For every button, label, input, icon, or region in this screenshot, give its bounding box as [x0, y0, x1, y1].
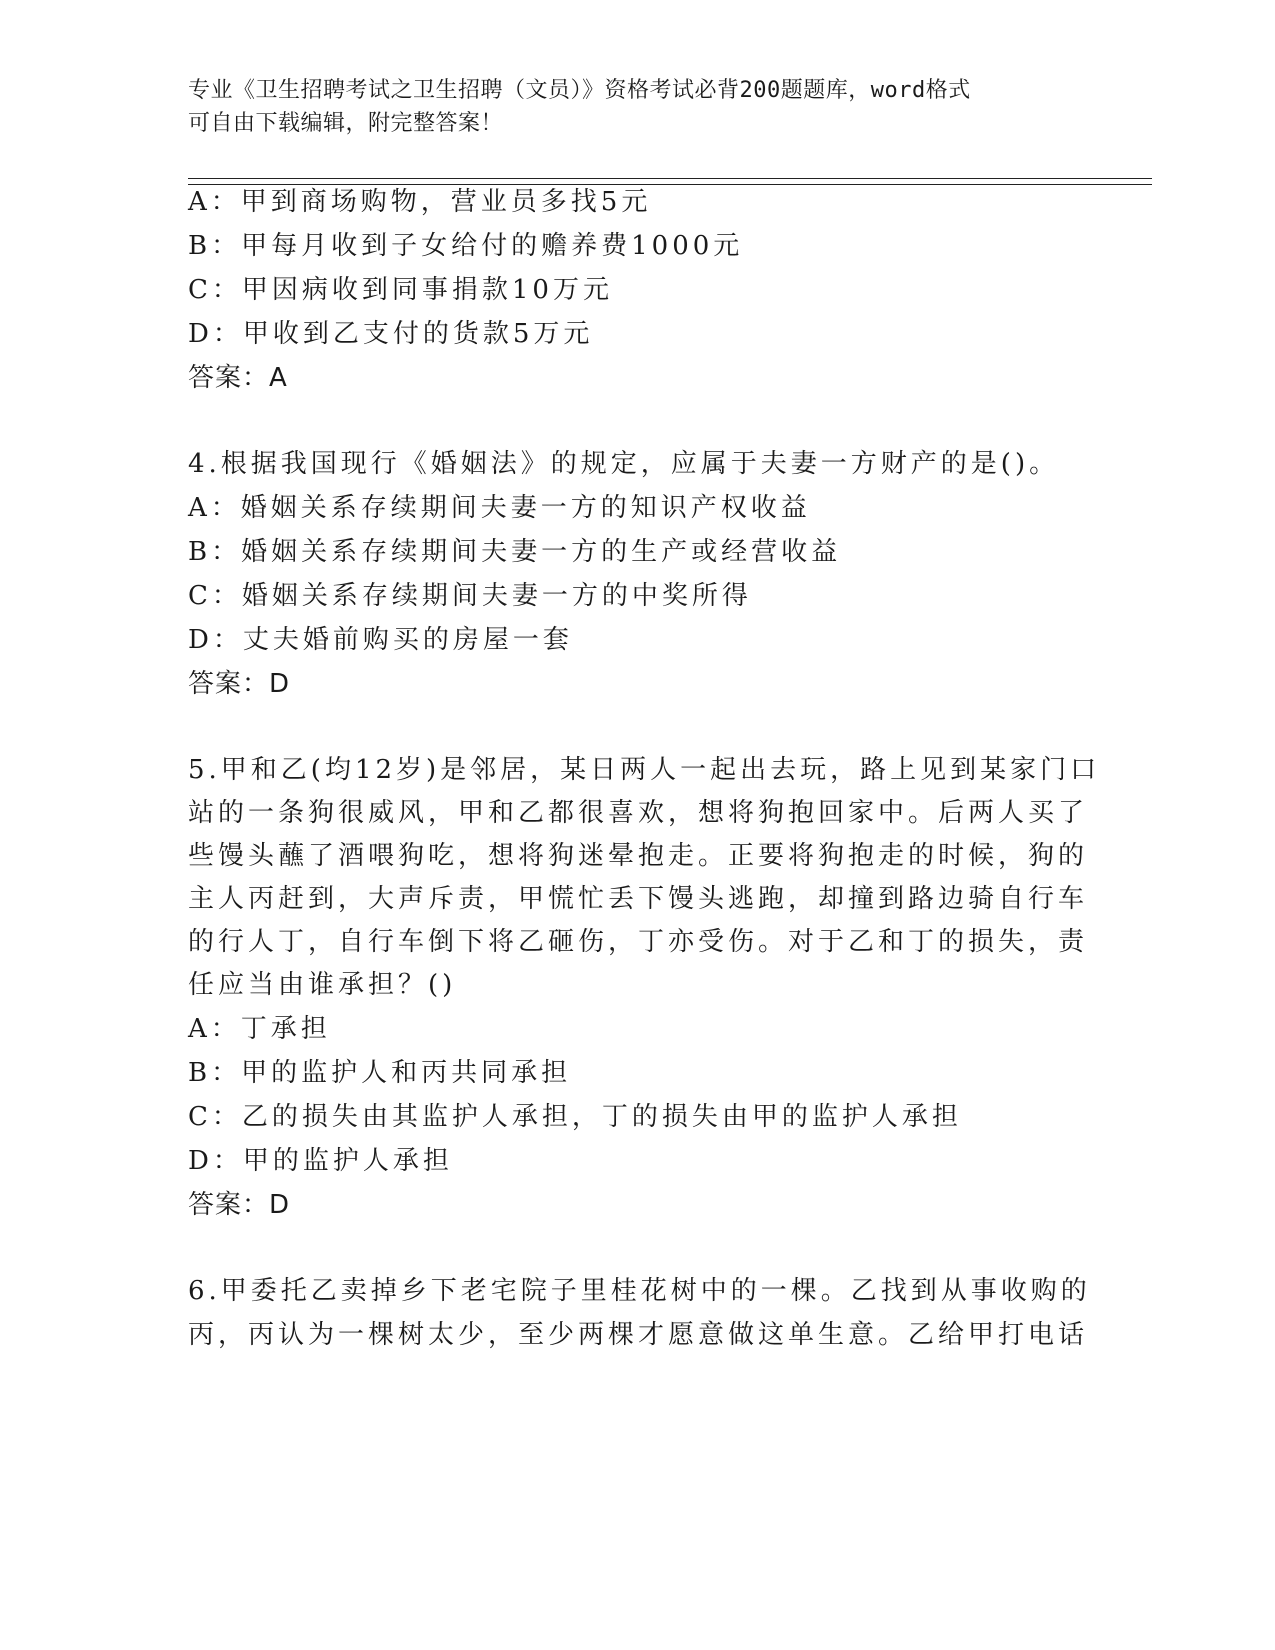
document-header — [188, 74, 1068, 140]
q4-option-c: C：婚姻关系存续期间夫妻一方的中奖所得 — [188, 581, 752, 611]
q5-option-c: C：乙的损失由其监护人承担，丁的损失由甲的监护人承担 — [188, 1102, 962, 1132]
q5-option-a: A：丁承担 — [188, 1014, 331, 1044]
q5-answer: 答案：D — [188, 1190, 291, 1220]
q4-stem: 4.根据我国现行《婚姻法》的规定，应属于夫妻一方财产的是()。 — [188, 449, 1060, 479]
q3-answer: 答案：A — [188, 363, 288, 393]
q5-option-b: B：甲的监护人和丙共同承担 — [188, 1058, 572, 1088]
q5-stem-line-4: 主人丙赶到，大声斥责，甲慌忙丢下馒头逃跑，却撞到路边骑自行车 — [188, 884, 1089, 914]
q4-answer: 答案：D — [188, 669, 291, 699]
q6-stem-line-2: 丙，丙认为一棵树太少，至少两棵才愿意做这单生意。乙给甲打电话 — [188, 1320, 1089, 1350]
q5-stem-line-6: 任应当由谁承担？() — [188, 970, 457, 1000]
header-line-2: 可自由下载编辑，附完整答案！ — [188, 111, 504, 136]
header-rule-bottom — [188, 184, 1152, 185]
q4-option-b: B：婚姻关系存续期间夫妻一方的生产或经营收益 — [188, 537, 842, 567]
q5-stem-line-2: 站的一条狗很威风，甲和乙都很喜欢，想将狗抱回家中。后两人买了 — [188, 798, 1089, 828]
q5-option-d: D：甲的监护人承担 — [188, 1146, 453, 1176]
header-rule-top — [188, 178, 1152, 179]
q3-option-c: C：甲因病收到同事捐款10万元 — [188, 275, 613, 305]
q5-stem-line-1: 5.甲和乙(均12岁)是邻居，某日两人一起出去玩，路上见到某家门口 — [188, 755, 1101, 785]
header-line-1: 专业《卫生招聘考试之卫生招聘（文员）》资格考试必背200题题库，word格式 — [188, 78, 971, 103]
q6-stem-line-1: 6.甲委托乙卖掉乡下老宅院子里桂花树中的一棵。乙找到从事收购的 — [188, 1276, 1091, 1306]
q4-option-d: D：丈夫婚前购买的房屋一套 — [188, 625, 573, 655]
q3-option-d: D：甲收到乙支付的货款5万元 — [188, 319, 594, 349]
q3-option-a: A：甲到商场购物，营业员多找5元 — [188, 187, 652, 217]
q3-option-b: B：甲每月收到子女给付的赡养费1000元 — [188, 231, 744, 261]
q4-option-a: A：婚姻关系存续期间夫妻一方的知识产权收益 — [188, 493, 811, 523]
q5-stem-line-5: 的行人丁，自行车倒下将乙砸伤，丁亦受伤。对于乙和丁的损失，责 — [188, 927, 1089, 957]
q5-stem-line-3: 些馒头蘸了酒喂狗吃，想将狗迷晕抱走。正要将狗抱走的时候，狗的 — [188, 841, 1089, 871]
